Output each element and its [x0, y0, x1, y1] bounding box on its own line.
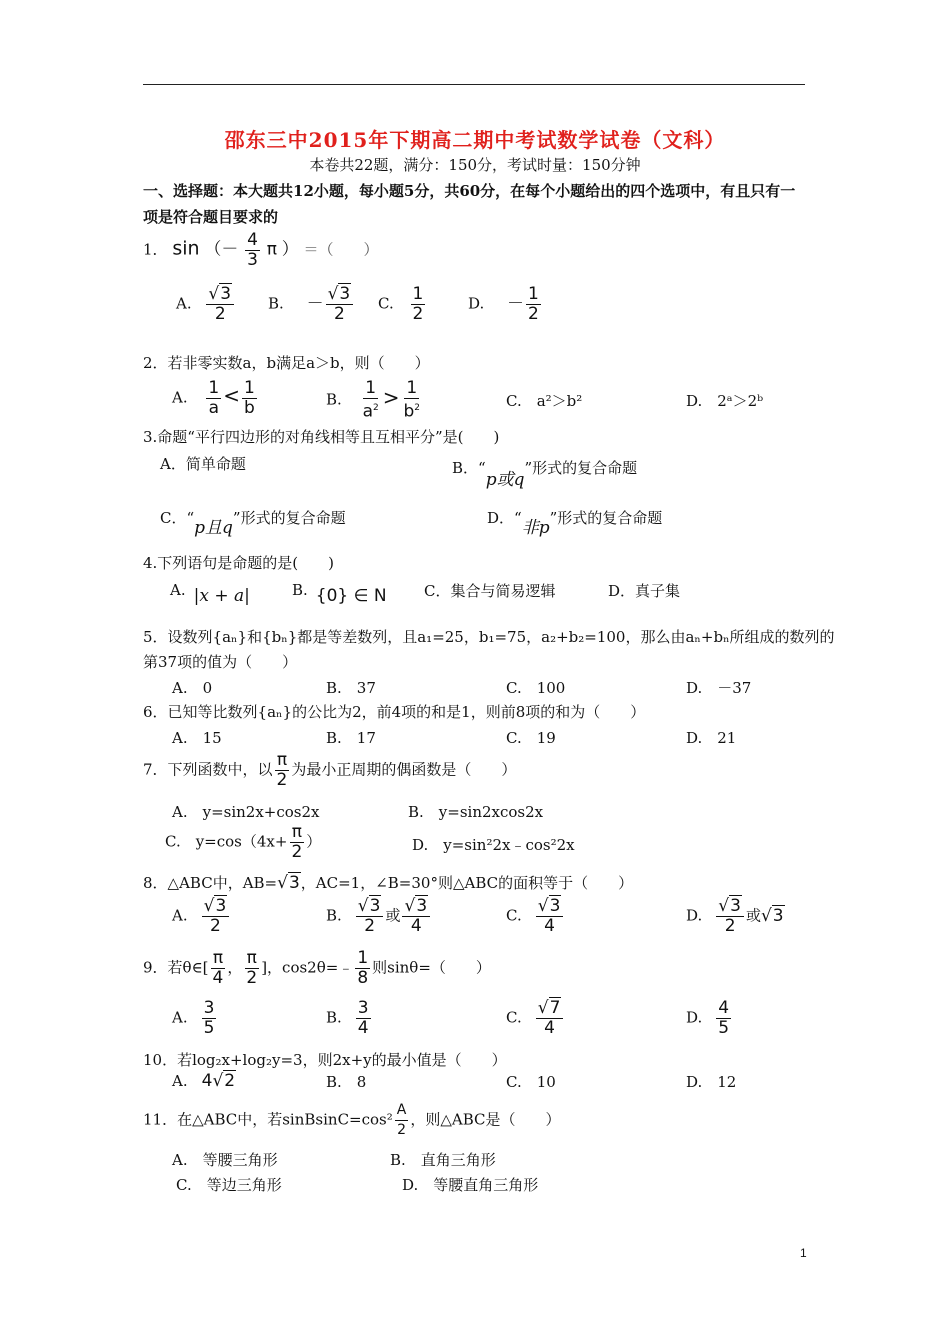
question-3-option-a[interactable]: A．简单命题 — [160, 455, 246, 473]
question-1-option-d[interactable]: D. － $\frac{1}{2}$ — [468, 284, 539, 324]
question-3-option-b[interactable]: B．“p或q”形式的复合命题 — [452, 459, 638, 490]
question-6-option-d[interactable]: D. 21 — [686, 729, 737, 747]
question-5-stem-line1: 5．设数列{aₙ}和{bₙ}都是等差数列，且a₁=25，b₁=75，a₂+b₂=100，那么由aₙ+bₙ所组成的数列的 — [143, 628, 835, 646]
question-2-stem: 2．若非零实数a，b满足a＞b，则（ ） — [143, 354, 430, 372]
question-5-option-b[interactable]: B. 37 — [326, 679, 376, 697]
question-1-option-a[interactable]: A. $\frac{√3}{2}$ — [176, 286, 236, 323]
question-3-option-d[interactable]: D．“非p”形式的复合命题 — [487, 509, 663, 538]
question-9-option-c[interactable]: C. $\frac{√7}{4}$ — [506, 1000, 565, 1037]
question-10-option-a[interactable]: A. 4√2 — [172, 1071, 236, 1091]
question-9-option-a[interactable]: A. $\frac{3}{5}$ — [172, 998, 215, 1038]
question-6-option-c[interactable]: C. 19 — [506, 729, 556, 747]
question-7-option-b[interactable]: B. y=sin2xcos2x — [408, 803, 544, 821]
question-8-option-d[interactable]: D. $\frac{√3}{2}$ 或√3 — [686, 896, 784, 936]
question-6-option-a[interactable]: A. 15 — [172, 729, 222, 747]
question-8-option-a[interactable]: A. $\frac{√3}{2}$ — [172, 898, 231, 935]
question-2-option-d[interactable]: D. 2ᵃ＞2ᵇ — [686, 392, 764, 410]
question-4-stem: 4.下列语句是命题的是( ) — [143, 554, 335, 572]
question-7-option-d[interactable]: D. y=sin²2x﹣cos²2x — [412, 836, 575, 854]
question-9-option-b[interactable]: B. $\frac{3}{4}$ — [326, 998, 369, 1038]
question-11-stem: 11．在△ABC中，若sinBsinC=cos² $\frac{A}{2}$ ，则△ABC是（ ） — [143, 1102, 561, 1138]
question-2-option-b[interactable]: B. $\frac{1}{a^2}$ > $\frac{1}{b^2}$ — [326, 378, 421, 422]
question-5-stem-line2: 第37项的值为（ ） — [143, 653, 298, 671]
question-1-option-c[interactable]: C. $\frac{1}{2}$ — [378, 284, 424, 324]
question-2-option-c[interactable]: C. a²＞b² — [506, 392, 583, 410]
question-4-option-d[interactable]: D．真子集 — [608, 582, 681, 600]
page-number: 1 — [800, 1246, 807, 1260]
question-7-option-c[interactable]: C. y=cos（4x+ $\frac{\pi}{2}$ ） — [165, 822, 322, 862]
top-rule — [143, 84, 805, 85]
question-8-option-c[interactable]: C. $\frac{√3}{4}$ — [506, 898, 565, 935]
question-4-option-b[interactable]: B. {0} ∈ N — [292, 581, 387, 606]
section-heading: 一、选择题：本大题共12小题，每小题5分，共60分，在每个小题给出的四个选项中，有且只有一项是符合题目要求的 — [143, 182, 796, 226]
page-title: 邵东三中2015年下期高二期中考试数学试卷（文科） — [224, 128, 726, 152]
question-8-option-b[interactable]: B. $\frac{√3}{2}$ 或 $\frac{√3}{4}$ — [326, 898, 432, 935]
question-6-option-b[interactable]: B. 17 — [326, 729, 376, 747]
question-4-option-c[interactable]: C．集合与简易逻辑 — [424, 582, 556, 600]
question-11-option-a[interactable]: A. 等腰三角形 — [172, 1151, 278, 1169]
question-11-option-c[interactable]: C. 等边三角形 — [176, 1176, 282, 1194]
question-7-option-a[interactable]: A. y=sin2x+cos2x — [172, 803, 320, 821]
question-2-option-a[interactable]: A. $\frac{1}{a}$ < $\frac{1}{b}$ — [172, 378, 255, 418]
question-3-option-c[interactable]: C．“p且q”形式的复合命题 — [160, 509, 346, 538]
question-4-option-a[interactable]: A. |x + a| — [170, 581, 250, 606]
question-10-option-d[interactable]: D. 12 — [686, 1073, 737, 1091]
question-11-option-b[interactable]: B. 直角三角形 — [390, 1151, 496, 1169]
question-10-option-c[interactable]: C. 10 — [506, 1073, 556, 1091]
question-9-stem: 9．若θ∈[ $\frac{\pi}{4}$ ， $\frac{\pi}{2}$ ]，cos2θ=﹣ $\frac{1}{8}$ 则sinθ=（ ） — [143, 948, 491, 988]
question-3-stem: 3.命题“平行四边形的对角线相等且互相平分”是( ) — [143, 428, 500, 446]
exam-info: 本卷共22题，满分：150分，考试时量：150分钟 — [309, 156, 641, 174]
question-1-stem: 1． sin （－ $\frac{4}{3}$ π ） ＝（ ） — [143, 230, 379, 270]
question-10-stem: 10．若log₂x+log₂y=3，则2x+y的最小值是（ ） — [143, 1051, 507, 1069]
question-9-option-d[interactable]: D. $\frac{4}{5}$ — [686, 998, 730, 1038]
question-6-stem: 6．已知等比数列{aₙ}的公比为2，前4项的和是1，则前8项的和为（ ） — [143, 703, 646, 721]
question-5-option-d[interactable]: D. －37 — [686, 679, 752, 697]
question-10-option-b[interactable]: B. 8 — [326, 1073, 367, 1091]
question-8-stem: 8．△ABC中，AB=√3，AC=1，∠B=30°则△ABC的面积等于（ ） — [143, 873, 634, 893]
question-5-option-c[interactable]: C. 100 — [506, 679, 566, 697]
question-1-option-b[interactable]: B. － $\frac{√3}{2}$ — [268, 286, 355, 323]
question-5-option-a[interactable]: A. 0 — [172, 679, 213, 697]
question-7-stem: 7．下列函数中，以 $\frac{\pi}{2}$ 为最小正周期的偶函数是（ ） — [143, 750, 517, 790]
question-11-option-d[interactable]: D. 等腰直角三角形 — [402, 1176, 539, 1194]
